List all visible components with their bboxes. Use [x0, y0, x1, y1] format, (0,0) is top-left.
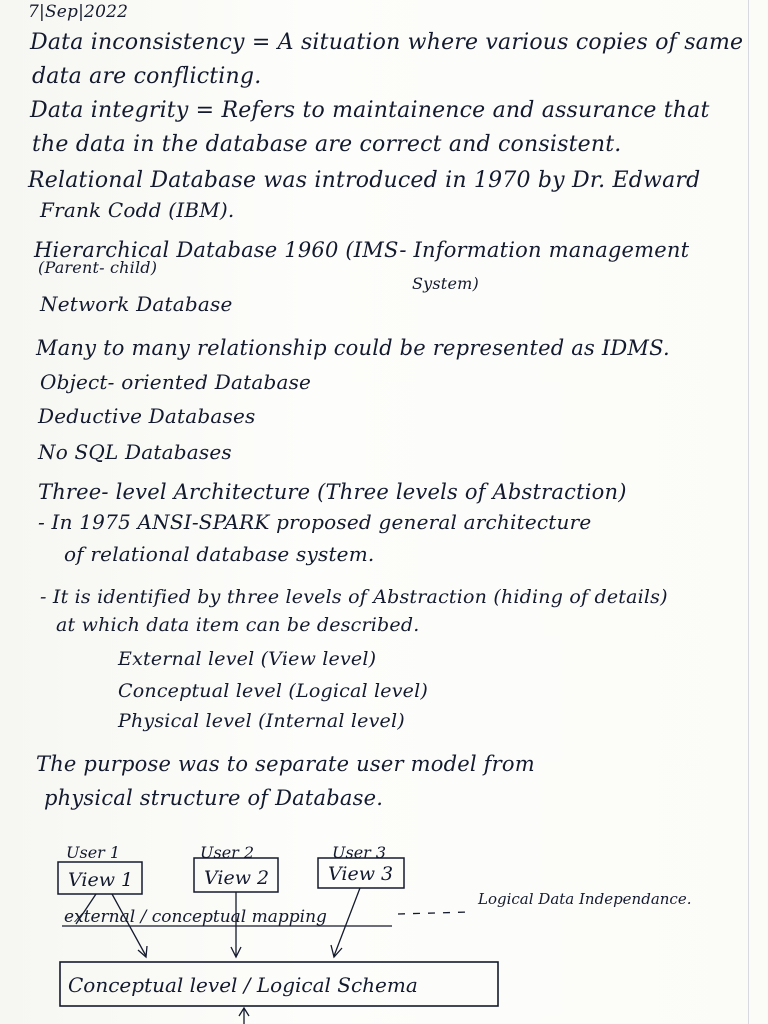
- note-line-20: External level (View level): [118, 648, 377, 670]
- note-line-24: physical structure of Database.: [44, 786, 384, 810]
- leader-dash: [398, 912, 470, 914]
- note-line-9: System): [412, 274, 479, 293]
- note-line-2: data are conflicting.: [32, 64, 262, 89]
- note-line-23: The purpose was to separate user model from: [36, 752, 535, 776]
- page-margin-line: [748, 0, 749, 1024]
- note-line-18: - It is identified by three levels of Abstraction (hiding of details): [40, 586, 668, 608]
- user-2-label: User 2: [200, 843, 255, 862]
- mapping-label: external / conceptual mapping: [64, 907, 327, 927]
- note-line-21: Conceptual level (Logical level): [118, 680, 428, 702]
- user-1-label: User 1: [66, 843, 121, 862]
- note-line-8: (Parent- child): [38, 258, 158, 277]
- view-3-box: [318, 858, 404, 888]
- note-line-1: Data inconsistency = A situation where various copies of same: [30, 30, 744, 55]
- note-line-10: Network Database: [40, 292, 233, 316]
- note-line-4: the data in the database are correct and consistent.: [32, 132, 622, 157]
- note-line-15: Three- level Architecture (Three levels of Abstraction): [38, 480, 627, 504]
- view-1-box: [58, 862, 142, 894]
- view-3-label: View 3: [328, 863, 394, 885]
- conceptual-level-box: [60, 962, 498, 1006]
- down-arrow-head: [239, 1008, 249, 1016]
- view-2-box: [194, 858, 278, 892]
- note-date: 7|Sep|2022: [28, 2, 129, 22]
- note-line-14: No SQL Databases: [38, 440, 232, 464]
- mapping-arrows: [76, 888, 360, 957]
- conceptual-level-label: Conceptual level / Logical Schema: [68, 973, 418, 997]
- note-line-19: at which data item can be described.: [56, 614, 420, 636]
- view-1-label: View 1: [68, 869, 134, 891]
- note-line-3: Data integrity = Refers to maintainence and assurance that: [30, 98, 710, 123]
- view-2-label: View 2: [204, 867, 270, 889]
- note-line-22: Physical level (Internal level): [118, 710, 405, 732]
- note-line-13: Deductive Databases: [38, 404, 256, 428]
- note-line-5: Relational Database was introduced in 1970 by Dr. Edward: [28, 168, 701, 193]
- independence-label: Logical Data Independance.: [478, 890, 692, 908]
- note-line-16: - In 1975 ANSI-SPARK proposed general architecture: [38, 510, 592, 534]
- note-line-12: Object- oriented Database: [40, 370, 312, 394]
- user-3-label: User 3: [332, 843, 387, 862]
- note-line-17: of relational database system.: [64, 542, 375, 566]
- note-line-7: Hierarchical Database 1960 (IMS- Information management: [34, 238, 690, 262]
- note-line-11: Many to many relationship could be represented as IDMS.: [36, 336, 670, 360]
- note-line-6: Frank Codd (IBM).: [40, 198, 235, 222]
